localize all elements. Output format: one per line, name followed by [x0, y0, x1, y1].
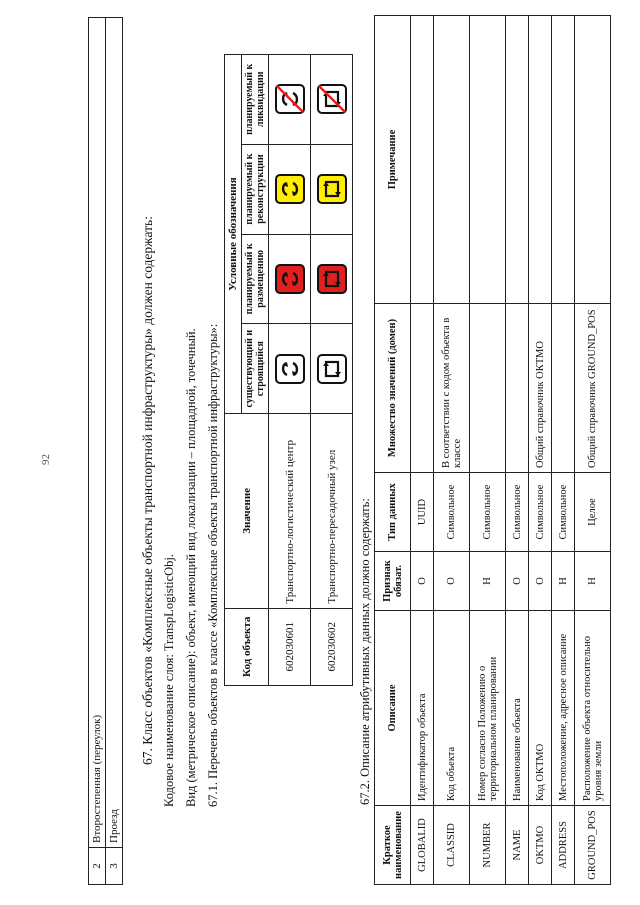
header-value: Значение — [225, 414, 269, 608]
sign-existing — [311, 324, 353, 414]
attr-note — [529, 16, 552, 304]
attr-flag: Н — [575, 552, 611, 611]
top-table — [88, 17, 123, 885]
cycle-arrows-icon — [275, 354, 305, 384]
code-line: Кодовое наименование слоя: TranspLogisticObj. — [162, 553, 176, 807]
attr-flag: О — [411, 552, 434, 611]
loop-arrows-icon — [317, 354, 347, 384]
attr-heading: 67.2. Описание атрибутивных данных должно содержать: — [358, 498, 372, 805]
object-code: 602030601 — [269, 608, 311, 685]
table-row — [552, 16, 575, 885]
header-desc: Описание — [375, 611, 411, 806]
attr-desc: Идентификатор объекта — [411, 611, 434, 806]
sign-planned-place — [269, 234, 311, 324]
header-note: Примечание — [375, 16, 411, 304]
sign-planned-liquid — [311, 55, 353, 145]
header-existing: существующий и строящийся — [242, 324, 269, 414]
header-domain: Множество значений (домен) — [375, 304, 411, 473]
row-number: 2 — [89, 848, 106, 885]
attr-type: UUID — [411, 473, 434, 552]
header-code: Код объекта — [225, 608, 269, 685]
attr-desc: Расположение объекта относительно уровня земли — [575, 611, 611, 806]
attr-desc: Номер согласно Положению о территориальном планировании — [470, 611, 506, 806]
table-row — [506, 16, 529, 885]
row-name: Проезд — [106, 18, 123, 848]
table-row — [434, 16, 470, 885]
section-heading: 67. Класс объектов «Комплексные объекты транспортной инфраструктуры» должен содержать: — [140, 216, 155, 765]
attr-note — [506, 16, 529, 304]
object-value: Транспортно-пересадочный узел — [311, 414, 353, 608]
sign-planned-place — [311, 234, 353, 324]
attr-short: GLOBALID — [411, 806, 434, 885]
table-row — [311, 55, 353, 686]
attr-domain — [470, 304, 506, 473]
attr-flag: О — [506, 552, 529, 611]
attr-flag: О — [434, 552, 470, 611]
attr-flag: Н — [552, 552, 575, 611]
attr-note — [434, 16, 470, 304]
view-line: Вид (метрическое описание): объект, имеющий вид локализации – площадной, точечный. — [184, 328, 198, 807]
header-planned-liquid: планируемый к ликвидации — [242, 55, 269, 145]
table-row — [529, 16, 552, 885]
attr-domain — [506, 304, 529, 473]
row-name: Второстепенная (переулок) — [89, 18, 106, 848]
sign-planned-recon — [311, 144, 353, 234]
attr-domain: В соответствии с кодом объекта в классе — [434, 304, 470, 473]
attr-table — [374, 15, 611, 885]
cycle-arrows-crossed-icon — [275, 84, 305, 114]
attr-flag: О — [529, 552, 552, 611]
attr-type: Целое — [575, 473, 611, 552]
attr-short: OKTMO — [529, 806, 552, 885]
cycle-arrows-icon — [275, 264, 305, 294]
table-row — [106, 18, 123, 885]
object-code: 602030602 — [311, 608, 353, 685]
loop-arrows-icon — [317, 174, 347, 204]
header-type: Тип данных — [375, 473, 411, 552]
attr-note — [411, 16, 434, 304]
attr-type: Символьное — [552, 473, 575, 552]
page-number: 92 — [40, 454, 52, 465]
table-row — [269, 55, 311, 686]
attr-short: GROUND_POS — [575, 806, 611, 885]
table-row — [411, 16, 434, 885]
header-planned-place: планируемый к размещению — [242, 234, 269, 324]
attr-short: ADDRESS — [552, 806, 575, 885]
attr-desc: Код объекта — [434, 611, 470, 806]
object-value: Транспортно-логистический центр — [269, 414, 311, 608]
attr-note — [470, 16, 506, 304]
attr-type: Символьное — [470, 473, 506, 552]
attr-short: NAME — [506, 806, 529, 885]
attr-desc: Код ОКТМО — [529, 611, 552, 806]
attr-type: Символьное — [434, 473, 470, 552]
attr-flag: Н — [470, 552, 506, 611]
attr-type: Символьное — [506, 473, 529, 552]
sign-existing — [269, 324, 311, 414]
attr-domain: Общий справочник ОКТМО — [529, 304, 552, 473]
table-row — [575, 16, 611, 885]
header-planned-recon: планируемый к реконструкции — [242, 144, 269, 234]
loop-arrows-crossed-icon — [317, 84, 347, 114]
attr-note — [575, 16, 611, 304]
list-heading: 67.1. Перечень объектов в классе «Комплексные объекты транспортной инфраструктуры»: — [206, 323, 220, 807]
attr-domain — [552, 304, 575, 473]
header-flag: Признак обязат. — [375, 552, 411, 611]
attr-type: Символьное — [529, 473, 552, 552]
sign-planned-recon — [269, 144, 311, 234]
table-row — [470, 16, 506, 885]
cycle-arrows-icon — [275, 174, 305, 204]
sign-planned-liquid — [269, 55, 311, 145]
attr-desc: Наименование объекта — [506, 611, 529, 806]
header-short: Краткое наименование — [375, 806, 411, 885]
header-legend: Условные обозначения — [225, 55, 242, 414]
attr-domain: Общий справочник GROUND_POS — [575, 304, 611, 473]
row-number: 3 — [106, 848, 123, 885]
attr-short: CLASSID — [434, 806, 470, 885]
loop-arrows-icon — [317, 264, 347, 294]
table-row — [89, 18, 106, 885]
attr-desc: Местоположение, адресное описание — [552, 611, 575, 806]
attr-short: NUMBER — [470, 806, 506, 885]
attr-note — [552, 16, 575, 304]
attr-domain — [411, 304, 434, 473]
objects-table — [224, 54, 353, 686]
